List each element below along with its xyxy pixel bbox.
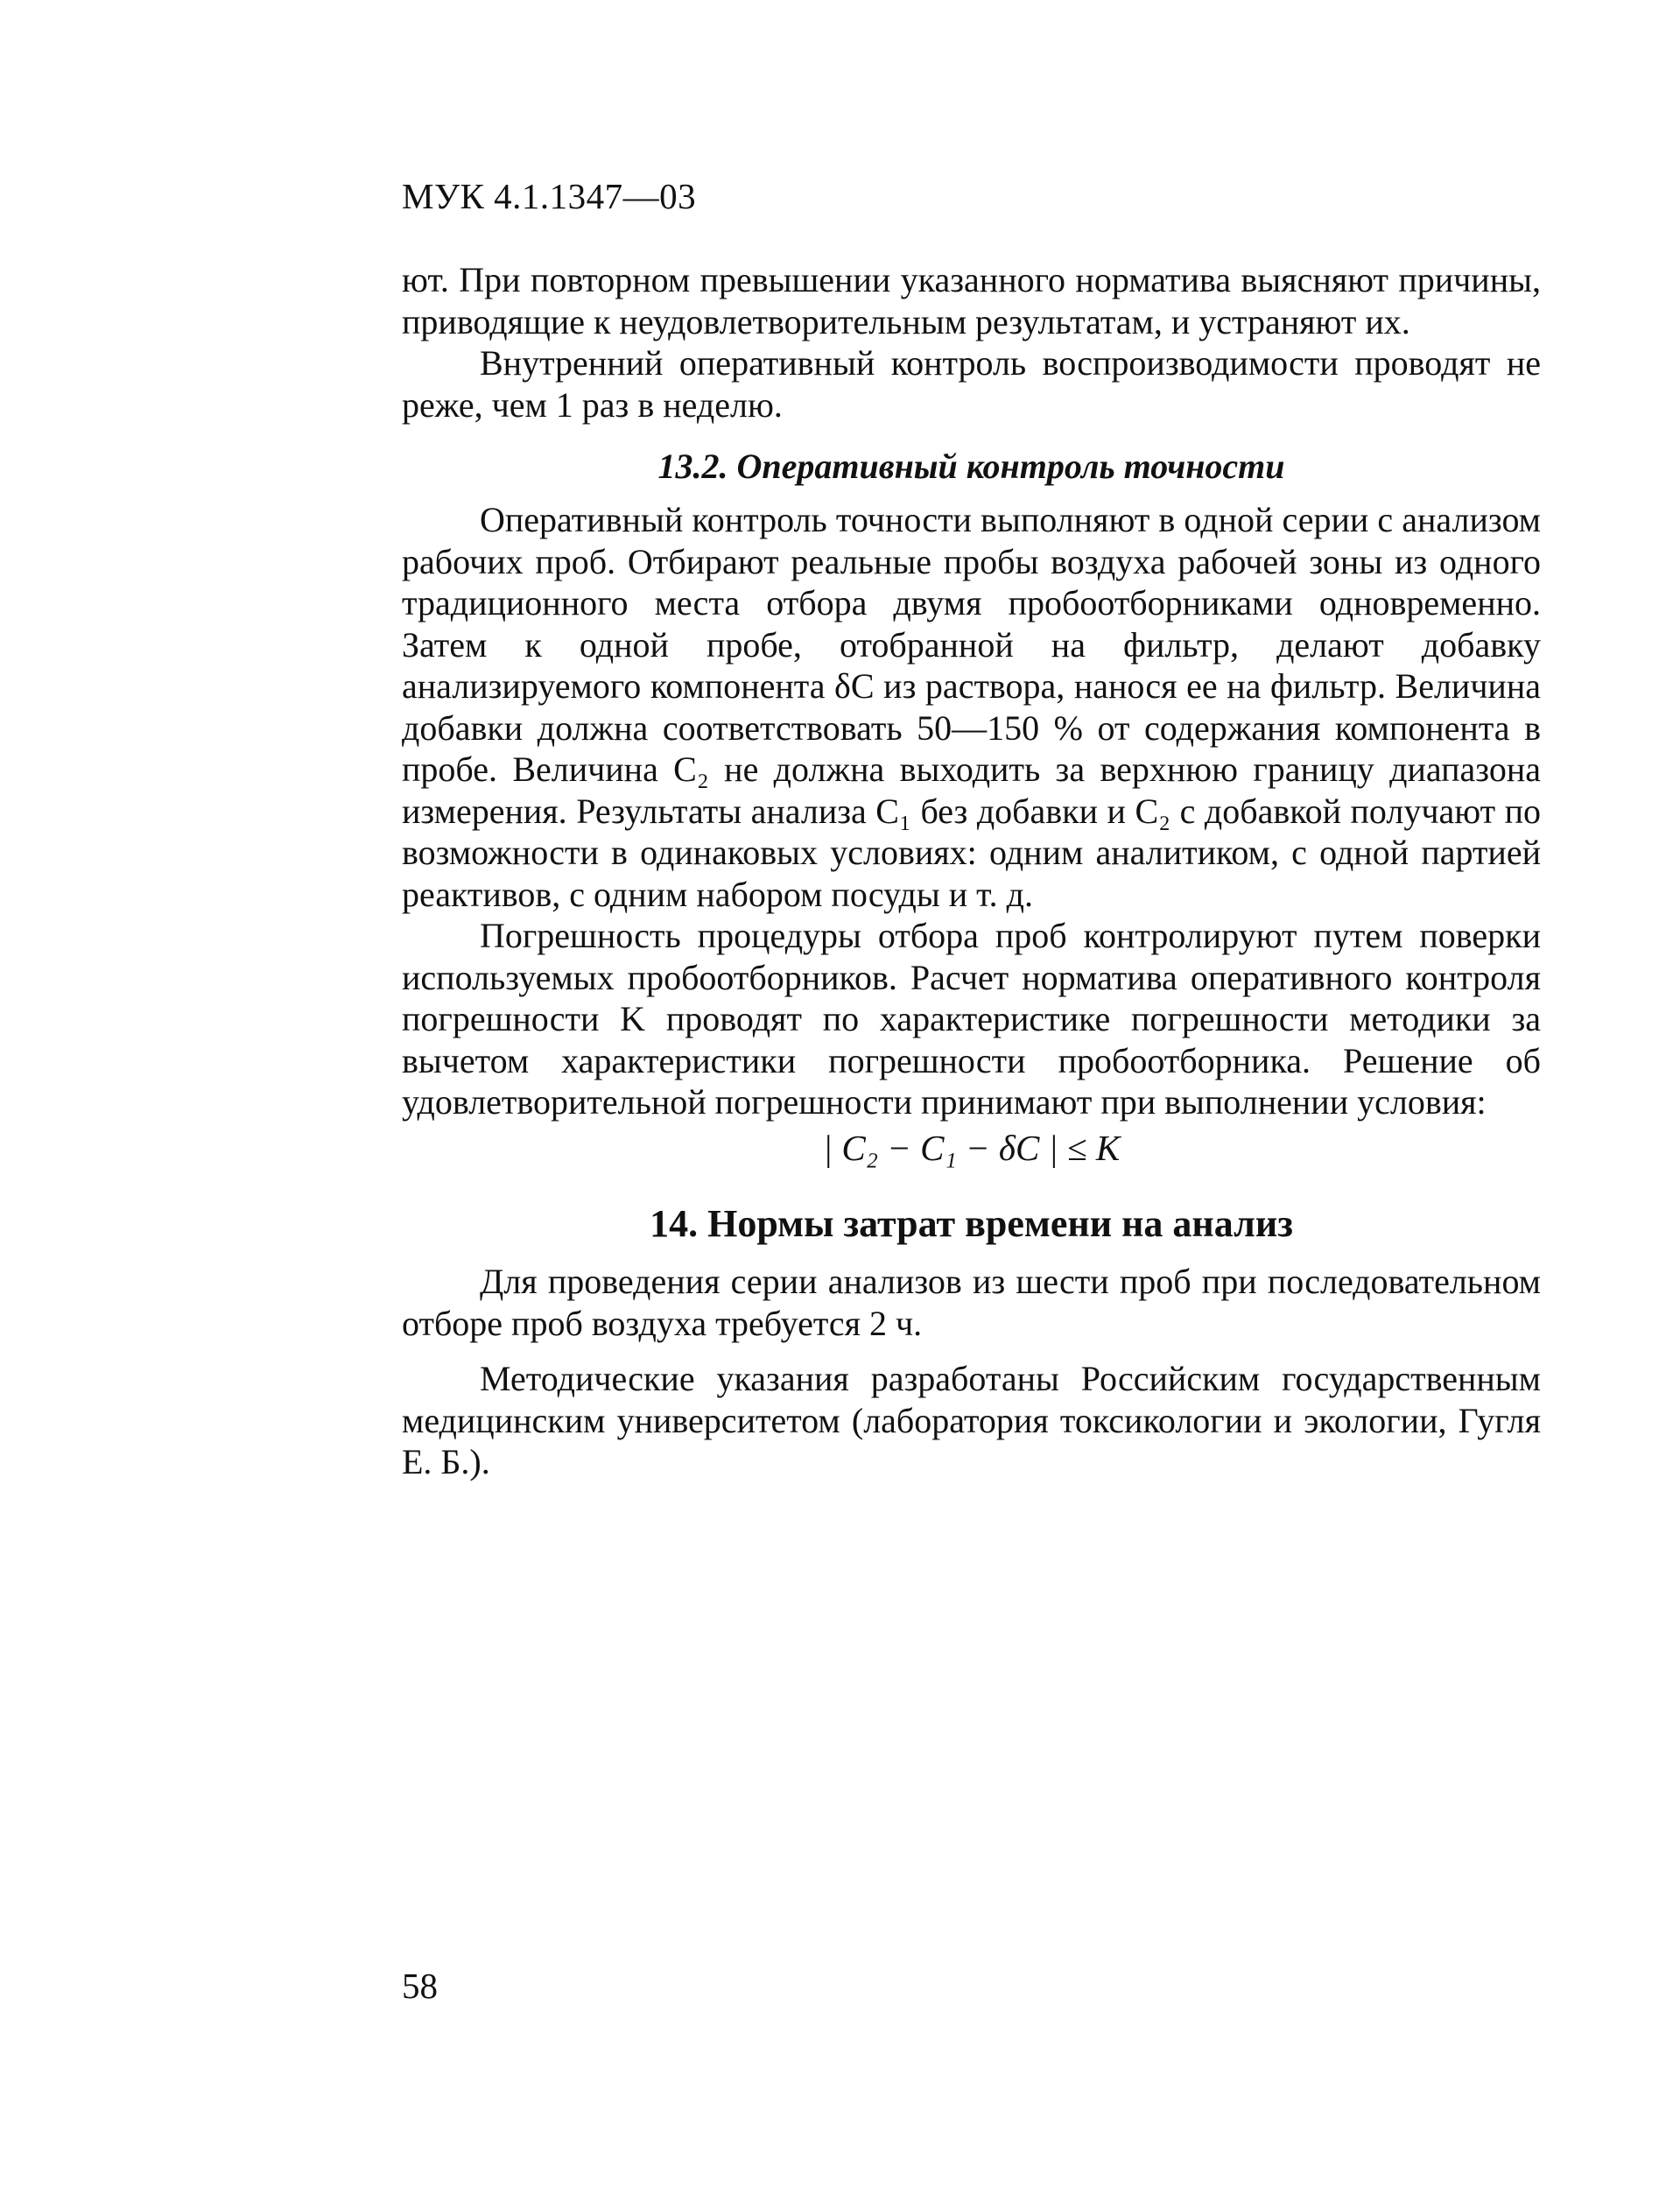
paragraph-reproducibility-frequency: Внутренний оперативный контроль воспроизводимости проводят не реже, чем 1 раз в неделю. [402, 343, 1541, 425]
paragraph-authors: Методические указания разработаны Российским государственным медицинским университетом (лаборатория токсикологии и экологии, Гугля Е. Б.). [402, 1359, 1541, 1481]
section-title-14: 14. Нормы затрат времени на анализ [650, 1202, 1293, 1245]
acceptance-condition-formula: | C₂ − C₁ − δC | ≤ K [822, 1128, 1121, 1168]
page-number: 58 [402, 1966, 438, 2006]
time-norms-text-block [402, 1261, 1541, 1344]
paragraph-continuation: ют. При повторном превышении указанного норматива выясняют причины, приводящие к неудовлетворительным результатам, и устраняют их. [402, 260, 1541, 341]
intro-text-block [402, 259, 1541, 426]
subsection-title-13-2: 13.2. Оперативный контроль точности [657, 447, 1285, 486]
paragraph-sampling-error: Погрешность процедуры отбора проб контролируют путем поверки используемых пробоотборников. Расчет норматива оперативного контроля погрешности K проводят по характеристике погрешности методики за вычетом характеристики погрешности пробоотборника. Решение об удовлетворительной погрешности принимают при выполнении условия: [402, 916, 1541, 1122]
document-code-header: МУК 4.1.1347—03 [402, 176, 697, 216]
paragraph-time-norm: Для проведения серии анализов из шести проб при последовательном отборе проб воздуха требуется 2 ч. [402, 1262, 1541, 1343]
accuracy-control-text-block [402, 499, 1541, 1123]
paragraph-accuracy-control: Оперативный контроль точности выполняют в одной серии с анализом рабочих проб. Отбирают реальные пробы воздуха рабочей зоны из одного традиционного места отбора двумя пробоотборниками одновременно. Затем к одной пробе, отобранной на фильтр, делают добавку анализируемого компонента δC из раствора, нанося ее на фильтр. Величина добавки должна соответствовать 50—150 % от содержания компонента в пробе. Величина C₂ не должна выходить за верхнюю границу диапазона измерения. Результаты анализа C₁ без добавки и C₂ с добавкой получают по возможности в одинаковых условиях: одним аналитиком, с одной партией реактивов, с одним набором посуды и т. д. [402, 500, 1541, 914]
authors-text-block [402, 1358, 1541, 1483]
